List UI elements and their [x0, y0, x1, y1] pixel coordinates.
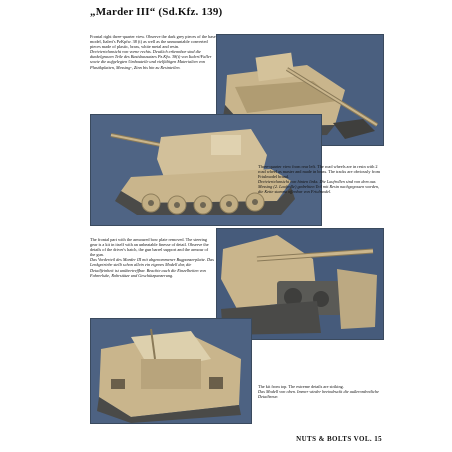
caption-german: Das Modell von oben. Immer wieder beeindruckt die außerordentliche Detailtreue.: [258, 389, 380, 400]
caption-english: Frontal right three-quarter view. Observe the dark grey pieces of the base model, Italeri's PzKpfw. 38 (t) as well as the unmountable converted pieces made of plastic, brass, white metal and resin.: [90, 34, 216, 50]
magazine-page: [74, 0, 392, 452]
caption-german: Dreiviertelansicht von vorne rechts. Deutlich erkennbar sind die dunkelgrauen Teile des Basisbausatzes Pz.Kfw. 38(t) von Italeri/Faller sowie die aufgelegten Umbauteile und vielfältigen Materialien von Plastikplatten, Messing-, Zinn bis hin zu Resinteilen.: [90, 49, 212, 70]
page-title: „Marder III“ (Sd.Kfz. 139): [90, 6, 223, 18]
photo-top-view: [90, 318, 252, 424]
caption-top-view: [258, 384, 382, 399]
caption-front-right: [90, 34, 216, 70]
tank-model-image: [91, 319, 251, 423]
page-footer: NUTS & BOLTS VOL. 15: [296, 435, 382, 443]
caption-english: The kit from top. The extreme details are striking.: [258, 384, 344, 389]
caption-german: Das Vorderteil des Marder III mit abgenommener Bugpanzerplatte. Das Lenkgetriebe stellt schon allein ein eigenes Modell dar, die Detailfeinheit ist unübertreffbar. Beachte auch die Einzelheiten von Fahrerluke, Rohrstütze und Geschützpanzerung.: [90, 257, 214, 278]
caption-german: Dreiviertelansicht von hinten links. Die Laufrollen sind von dem aus Messing (2. Laufrolle) gedrehten Teil mit Resin nachgegossen worden, die Kette stammt offenbar von Friulmodel.: [258, 179, 380, 195]
caption-steering-gear: [90, 237, 214, 278]
caption-rear-left: [258, 164, 382, 195]
caption-english: The frontal part with the armoured bow plate removed. The steering gear is a kit in itself with an unbeatable finesse of detail. Observe the details of the driver's hatch, the gun barrel support and the armour of the gun.: [90, 237, 209, 258]
caption-english: Three-quarter view from rear left. The road wheels are in resin with 2 road wheel as master and made in brass. The tracks are obviously from Friulmodel brand.: [258, 164, 380, 180]
